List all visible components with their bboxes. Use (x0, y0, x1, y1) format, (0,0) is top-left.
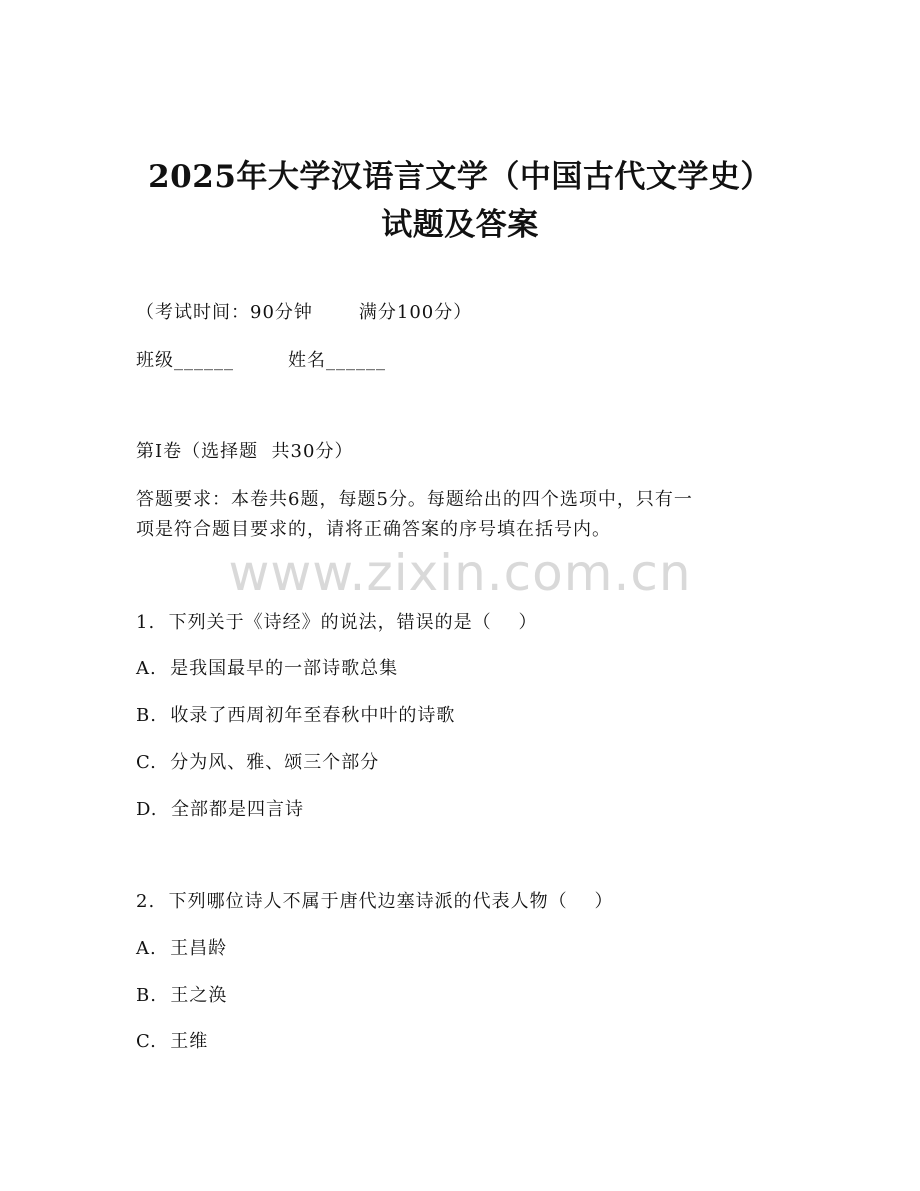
question-1-stem: 1. 下列关于《诗经》的说法，错误的是（ ） (136, 612, 538, 633)
watermark: www.zixin.com.cn (228, 544, 692, 602)
student-info (136, 352, 386, 370)
class-field: 班级______ (136, 350, 234, 371)
section-heading: 第I卷（选择题 共30分） (136, 441, 354, 462)
question-1-option-b: B. 收录了西周初年至春秋中叶的诗歌 (136, 705, 456, 726)
question-2-stem: 2. 下列哪位诗人不属于唐代边塞诗派的代表人物（ ） (136, 891, 614, 912)
exam-time: （考试时间：90分钟 (136, 302, 313, 323)
instructions-line-2: 项是符合题目要求的，请将正确答案的序号填在括号内。 (136, 519, 611, 540)
question-2-option-c: C. 王维 (136, 1031, 209, 1052)
title-line-2: 试题及答案 (381, 207, 539, 243)
instructions-line-1: 答题要求：本卷共6题，每题5分。每题给出的四个选项中，只有一 (136, 489, 693, 510)
name-field: 姓名______ (288, 350, 386, 371)
title-line-1: 2025年大学汉语言文学（中国古代文学史） (148, 159, 772, 195)
exam-score: 满分100分） (358, 302, 473, 323)
question-1-option-c: C. 分为风、雅、颂三个部分 (136, 752, 380, 773)
question-1-option-d: D. 全部都是四言诗 (136, 799, 304, 820)
exam-info (136, 304, 472, 322)
question-1-option-a: A. 是我国最早的一部诗歌总集 (136, 658, 399, 679)
question-2-option-a: A. 王昌龄 (136, 938, 228, 959)
question-2-option-b: B. 王之涣 (136, 985, 228, 1006)
